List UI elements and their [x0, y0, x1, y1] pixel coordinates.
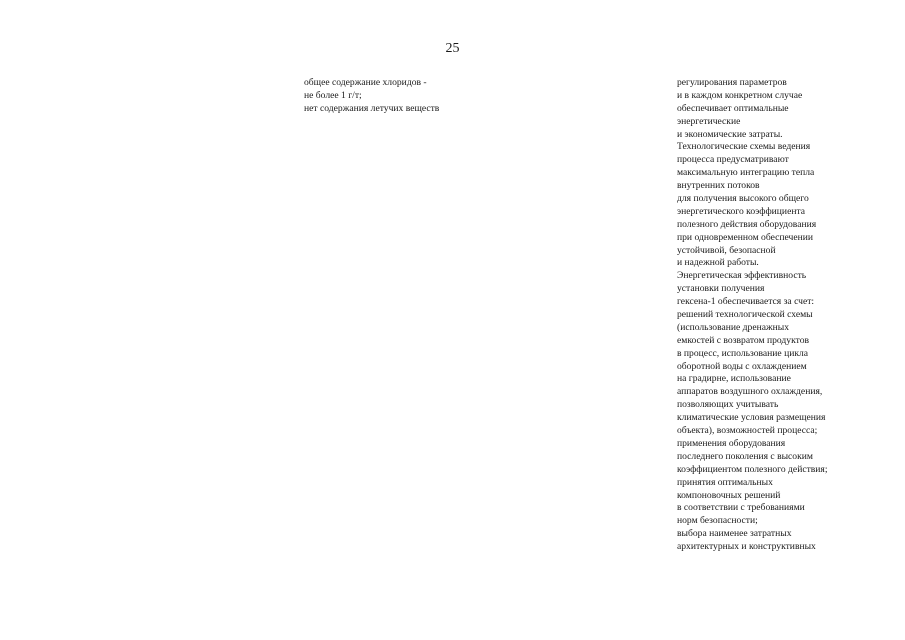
text-line: энергетические	[677, 115, 741, 127]
text-line: обеспечивает оптимальные	[677, 102, 789, 114]
text-line: полезного действия оборудования	[677, 218, 817, 230]
text-line: Энергетическая эффективность	[677, 270, 807, 282]
text-line: выбора наименее затратных	[677, 528, 792, 540]
text-line: процесса предусматривают	[677, 154, 789, 166]
text-line: установки получения	[677, 283, 765, 295]
text-line: при одновременном обеспечении	[677, 231, 814, 243]
text-line: не более 1 г/т;	[304, 89, 362, 101]
text-line: максимальную интеграцию тепла	[677, 167, 815, 179]
text-line: и экономические затраты.	[677, 128, 783, 140]
text-line: и в каждом конкретном случае	[677, 89, 803, 101]
text-line: в соответствии с требованиями	[677, 502, 805, 514]
text-line: оборотной воды с охлаждением	[677, 360, 807, 372]
text-line: на градирне, использование	[677, 373, 791, 385]
text-line: последнего поколения с высоким	[677, 450, 813, 462]
text-line: норм безопасности;	[677, 515, 758, 527]
text-line: емкостей с возвратом продуктов	[677, 334, 810, 346]
text-line: в процесс, использование цикла	[677, 347, 809, 359]
text-line: коэффициентом полезного действия;	[677, 463, 828, 475]
text-line: нет содержания летучих веществ	[304, 102, 440, 114]
right-text-column	[677, 77, 828, 554]
text-line: климатические условия размещения	[677, 412, 826, 424]
text-line: для получения высокого общего	[677, 193, 809, 205]
text-line: принятия оптимальных	[677, 476, 773, 488]
page-number: 25	[445, 41, 460, 56]
text-line: устойчивой, безопасной	[677, 244, 776, 256]
text-line: внутренних потоков	[677, 180, 760, 192]
text-line: компоновочных решений	[677, 489, 781, 501]
text-line: энергетического коэффициента	[677, 205, 806, 217]
text-line: решений технологической схемы	[677, 309, 813, 321]
left-text-column	[304, 77, 439, 116]
text-line: аппаратов воздушного охлаждения,	[677, 386, 823, 398]
text-line: объекта), возможностей процесса;	[677, 425, 818, 437]
text-line: (использование дренажных	[677, 321, 790, 333]
text-line: гексена-1 обеспечивается за счет:	[677, 296, 815, 308]
text-line: архитектурных и конструктивных	[677, 541, 816, 553]
text-line: позволяющих учитывать	[677, 399, 779, 411]
text-line: регулирования параметров	[677, 77, 787, 88]
text-line: и надежной работы.	[677, 257, 759, 269]
text-line: применения оборудования	[677, 437, 786, 449]
text-line: общее содержание хлоридов -	[304, 77, 427, 88]
text-line: Технологические схемы ведения	[677, 141, 811, 153]
